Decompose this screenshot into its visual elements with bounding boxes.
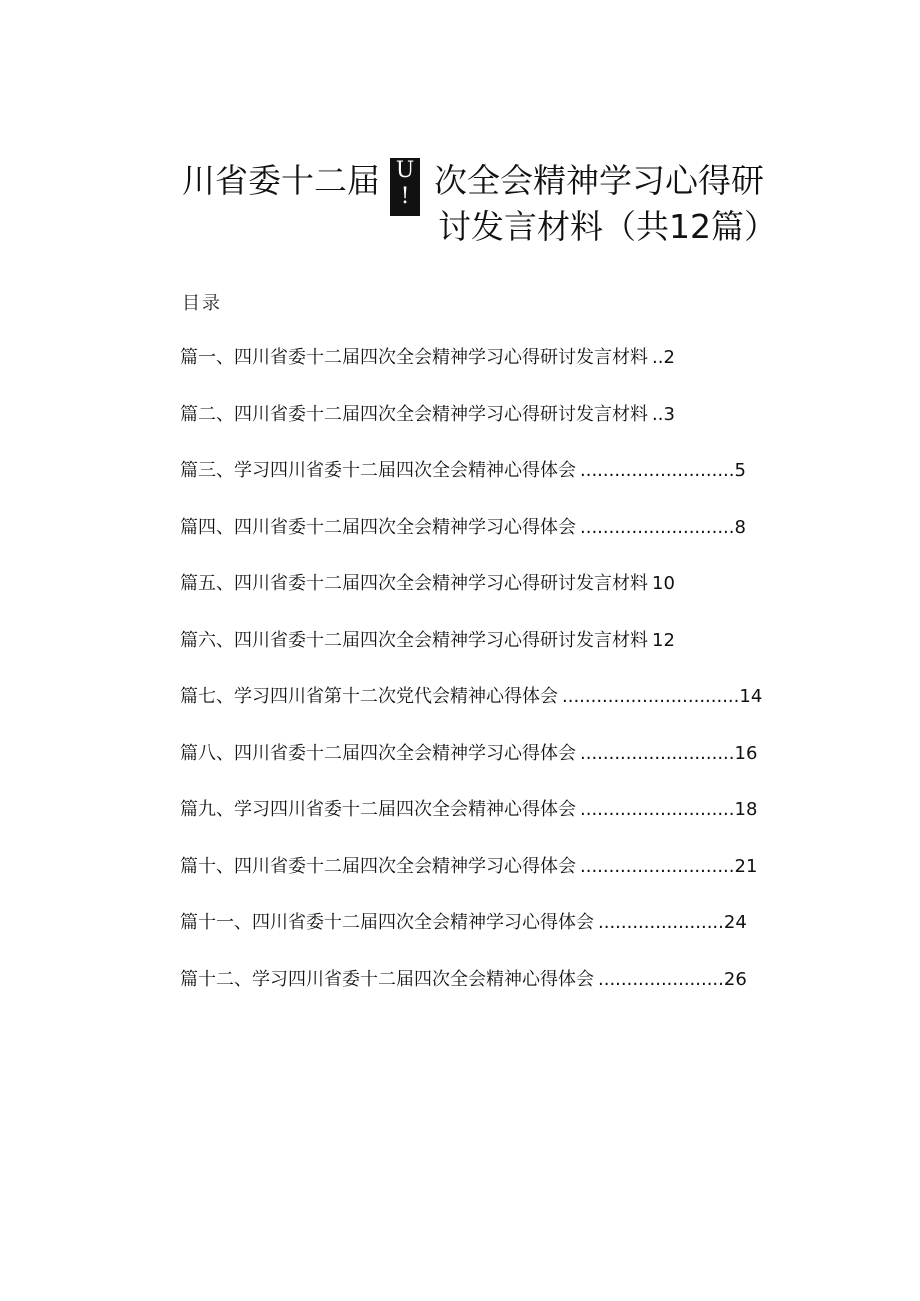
- toc-item-text: 篇三、学习四川省委十二届四次全会精神心得体会: [180, 460, 576, 481]
- title-text-before: 川省委十二届: [182, 161, 380, 200]
- toc-item-text: 篇十一、四川省委十二届四次全会精神学习心得体会: [180, 912, 594, 933]
- toc-item-page: 10: [652, 573, 675, 594]
- toc-item-3[interactable]: [180, 458, 780, 515]
- toc-item-text: 篇十、四川省委十二届四次全会精神学习心得体会: [180, 855, 576, 877]
- document-title-line-2: 讨发言材料（共12篇）: [438, 207, 777, 246]
- toc-item-leader: ......................: [598, 968, 724, 990]
- title-text-after: 次全会精神学习心得研: [434, 161, 764, 200]
- toc-item-text: 篇八、四川省委十二届四次全会精神学习心得体会: [180, 742, 576, 764]
- toc-item-leader: ...........................: [580, 855, 735, 877]
- toc-item-9[interactable]: [180, 797, 780, 854]
- toc-item-text: 篇六、四川省委十二届四次全会精神学习心得研讨发言材料: [180, 629, 648, 651]
- toc-item-leader: ...........................: [580, 799, 735, 820]
- toc-item-2[interactable]: [180, 402, 780, 459]
- toc-list: [180, 345, 780, 1023]
- toc-item-leader: ..: [652, 403, 664, 425]
- toc-item-page: 21: [734, 855, 758, 877]
- toc-item-5[interactable]: [180, 571, 780, 628]
- toc-item-leader: ...........................: [580, 516, 735, 538]
- toc-item-1[interactable]: [180, 345, 780, 402]
- document-title-line-1: [182, 152, 764, 210]
- toc-item-page: 14: [739, 686, 763, 707]
- toc-item-leader: ..: [652, 347, 664, 368]
- toc-item-leader: ...........................: [580, 742, 735, 764]
- toc-item-page: 24: [723, 912, 747, 933]
- toc-item-7[interactable]: [180, 684, 780, 741]
- toc-item-10[interactable]: [180, 854, 780, 911]
- toc-item-page: 5: [734, 460, 746, 481]
- toc-item-page: 18: [734, 799, 758, 820]
- toc-item-12[interactable]: [180, 967, 780, 1024]
- glitch-top-char: U: [395, 158, 415, 183]
- toc-item-page: 26: [723, 968, 747, 990]
- toc-item-11[interactable]: [180, 910, 780, 967]
- toc-item-text: 篇二、四川省委十二届四次全会精神学习心得研讨发言材料: [180, 403, 648, 425]
- title-glitch-box: [390, 158, 420, 216]
- toc-item-leader: ...............................: [562, 686, 740, 707]
- toc-item-text: 篇四、四川省委十二届四次全会精神学习心得体会: [180, 516, 576, 538]
- toc-heading: 目录: [182, 293, 222, 314]
- toc-item-page: 12: [652, 629, 675, 651]
- toc-item-8[interactable]: [180, 741, 780, 798]
- toc-item-text: 篇十二、学习四川省委十二届四次全会精神心得体会: [180, 968, 594, 990]
- toc-item-page: 8: [734, 516, 746, 538]
- toc-item-text: 篇一、四川省委十二届四次全会精神学习心得研讨发言材料: [180, 347, 648, 368]
- toc-item-text: 篇五、四川省委十二届四次全会精神学习心得研讨发言材料: [180, 573, 648, 594]
- toc-item-6[interactable]: [180, 628, 780, 685]
- toc-item-page: 3: [663, 403, 675, 425]
- toc-item-leader: ...........................: [580, 460, 735, 481]
- toc-item-leader: ......................: [598, 912, 724, 933]
- toc-item-text: 篇七、学习四川省第十二次党代会精神心得体会: [180, 686, 558, 707]
- toc-item-text: 篇九、学习四川省委十二届四次全会精神心得体会: [180, 799, 576, 820]
- glitch-bottom-char: !: [400, 184, 410, 209]
- toc-item-page: 2: [663, 347, 675, 368]
- toc-item-4[interactable]: [180, 515, 780, 572]
- toc-item-page: 16: [734, 742, 758, 764]
